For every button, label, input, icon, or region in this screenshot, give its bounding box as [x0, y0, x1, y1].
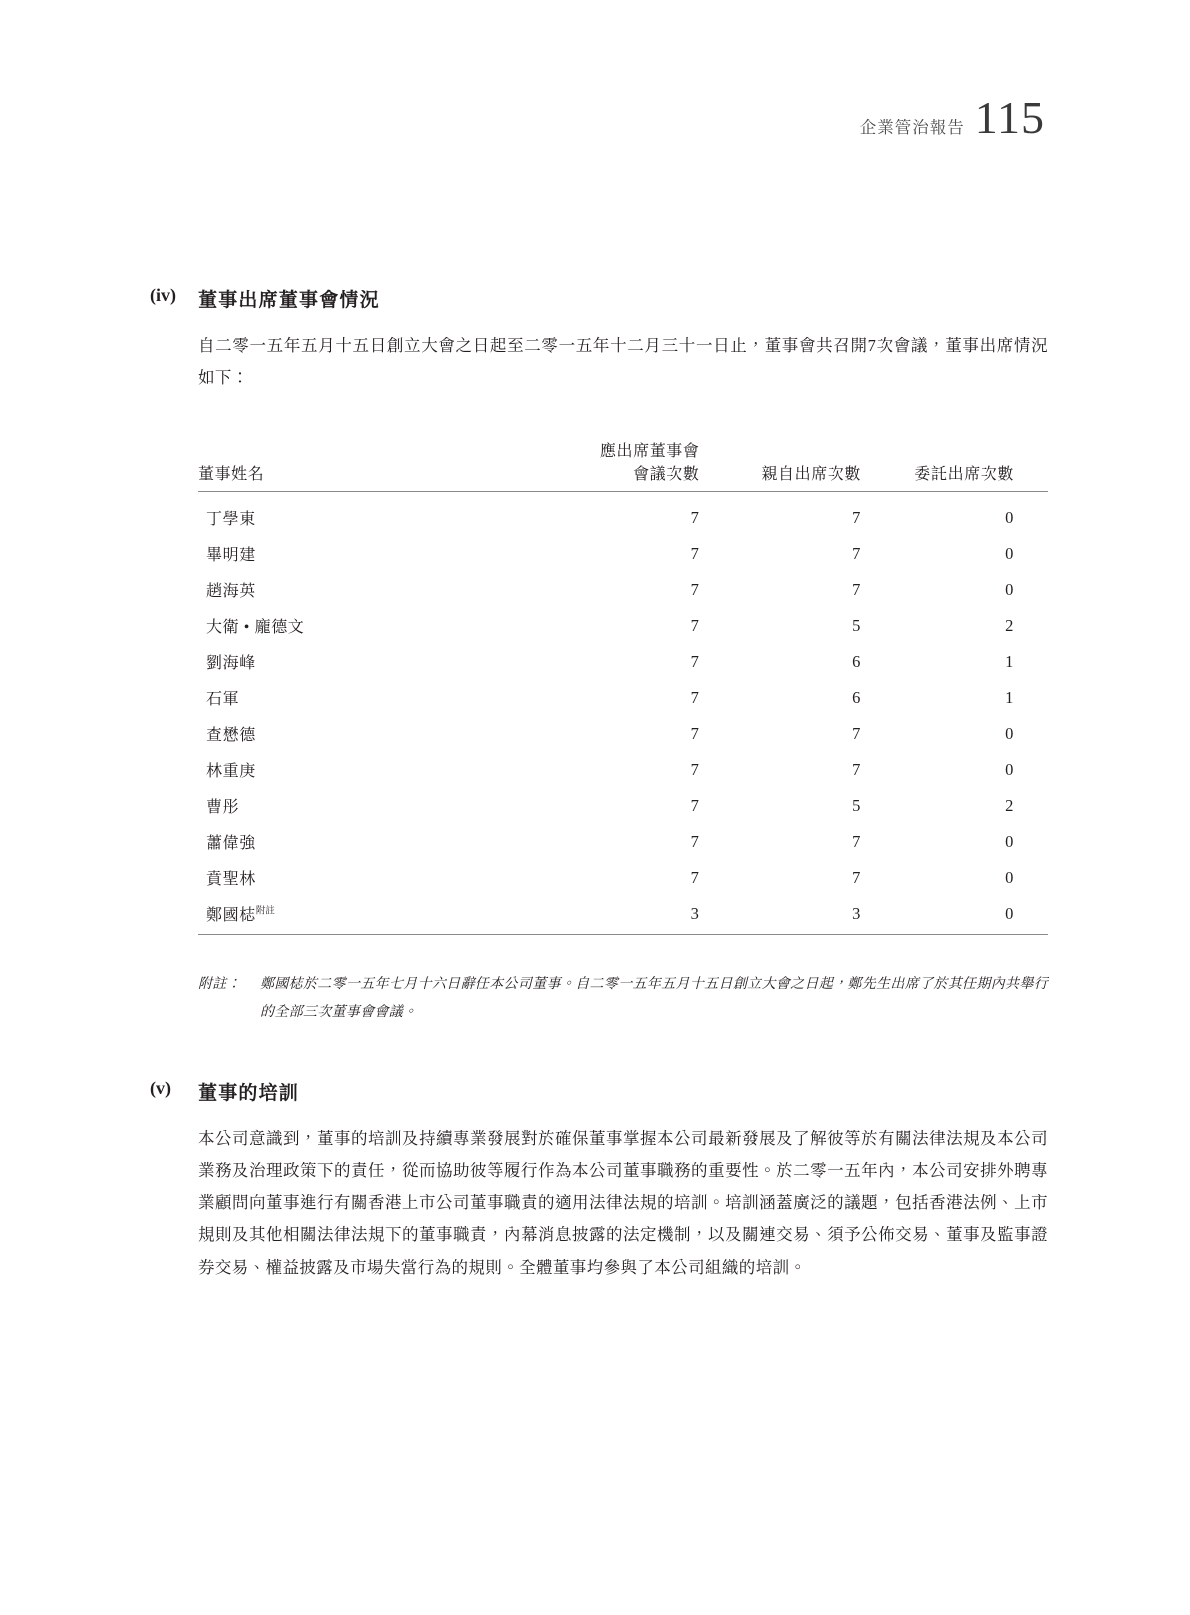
section-v-title: 董事的培訓 — [198, 1082, 300, 1104]
attended-by-proxy: 0 — [1005, 723, 1014, 743]
required-meetings: 7 — [690, 651, 700, 671]
section-v — [150, 1078, 1048, 1284]
table-row — [198, 608, 1048, 644]
director-name-text: 劉海峰 — [206, 655, 256, 673]
attended-by-proxy: 0 — [1005, 543, 1014, 563]
required-meetings: 7 — [690, 795, 700, 815]
page-number: 115 — [974, 92, 1045, 143]
column-header-name — [198, 438, 572, 492]
table-row — [198, 536, 1048, 572]
table-row — [198, 860, 1048, 896]
director-name-text: 賁聖林 — [206, 871, 256, 889]
attended-in-person: 7 — [852, 507, 861, 527]
attended-in-person: 3 — [734, 896, 896, 935]
director-name — [198, 896, 572, 935]
column-header-in-person — [734, 438, 896, 492]
section-v-marker: (v) — [150, 1077, 171, 1098]
table-row — [198, 572, 1048, 608]
table-row — [198, 680, 1048, 716]
column-header-required-line1: 應出席董事會 — [599, 443, 700, 461]
director-name — [198, 824, 572, 860]
attended-in-person: 7 — [852, 579, 861, 599]
table-row — [198, 896, 1048, 935]
attendance-table — [198, 438, 1048, 935]
attended-by-proxy: 0 — [1005, 579, 1014, 599]
director-name — [198, 492, 572, 536]
director-name — [198, 752, 572, 788]
attended-in-person: 5 — [852, 795, 861, 815]
attended-in-person: 7 — [852, 867, 861, 887]
attended-in-person: 7 — [852, 543, 861, 563]
footnote — [198, 971, 1048, 1026]
column-header-in-person-label: 親自出席次數 — [761, 466, 861, 484]
director-name — [198, 572, 572, 608]
director-name-text: 趙海英 — [206, 583, 256, 601]
table-row — [198, 752, 1048, 788]
attendance-table-wrapper — [198, 438, 1048, 935]
column-header-by-proxy — [895, 438, 1048, 492]
footnote-text: 鄭國梽於二零一五年七月十六日辭任本公司董事。自二零一五年五月十五日創立大會之日起，鄭先生出席了於其任期內共舉行的全部三次董事會會議。 — [260, 977, 1048, 1020]
column-header-name-label: 董事姓名 — [198, 466, 265, 484]
director-name-text: 丁學東 — [206, 511, 256, 529]
director-name — [198, 608, 572, 644]
page-header — [859, 92, 1045, 143]
table-row — [198, 492, 1048, 536]
attended-by-proxy: 0 — [1005, 759, 1014, 779]
attended-by-proxy: 1 — [1005, 687, 1014, 707]
required-meetings: 7 — [690, 543, 700, 563]
director-name — [198, 536, 572, 572]
section-iv-marker: (iv) — [150, 285, 176, 305]
attended-in-person: 7 — [852, 723, 861, 743]
attended-by-proxy: 0 — [1005, 831, 1014, 851]
footnote-label: 附註： — [198, 977, 241, 993]
director-name — [198, 860, 572, 896]
required-meetings: 7 — [690, 831, 700, 851]
director-name-text: 蕭偉強 — [206, 835, 256, 853]
director-name — [198, 716, 572, 752]
required-meetings: 7 — [690, 579, 700, 599]
footnote-marker: 附註 — [255, 907, 275, 918]
attended-in-person: 5 — [852, 615, 861, 635]
director-name — [198, 788, 572, 824]
attended-by-proxy: 1 — [1005, 651, 1014, 671]
table-row — [198, 788, 1048, 824]
page-header-label: 企業管治報告 — [859, 118, 965, 137]
director-name-text: 林重庚 — [206, 763, 256, 781]
column-header-required-line2: 會議次數 — [633, 466, 700, 484]
section-iv-title: 董事出席董事會情況 — [198, 290, 380, 311]
required-meetings: 7 — [690, 687, 700, 707]
required-meetings: 7 — [690, 723, 700, 743]
table-header-row — [198, 438, 1048, 492]
required-meetings: 7 — [690, 867, 700, 887]
required-meetings: 7 — [690, 507, 700, 527]
director-name — [198, 644, 572, 680]
table-row — [198, 716, 1048, 752]
table-head — [198, 438, 1048, 492]
director-name-text: 曹彤 — [206, 799, 240, 817]
attended-in-person: 7 — [852, 759, 861, 779]
required-meetings: 3 — [572, 896, 734, 935]
attended-in-person: 7 — [852, 831, 861, 851]
table-row — [198, 824, 1048, 860]
required-meetings: 7 — [690, 615, 700, 635]
director-name-text: 鄭國梽 — [206, 907, 256, 925]
director-name-text: 畢明建 — [206, 547, 256, 565]
attended-by-proxy: 0 — [895, 896, 1048, 935]
section-iv-paragraph: 自二零一五年五月十五日創立大會之日起至二零一五年十二月三十一日止，董事會共召開7次會議，董事出席情況如下： — [198, 336, 1048, 388]
column-header-required — [572, 438, 734, 492]
director-name-text: 石軍 — [206, 691, 240, 709]
attended-by-proxy: 2 — [1005, 795, 1014, 815]
attended-by-proxy: 0 — [1005, 867, 1014, 887]
director-name-text: 查懋德 — [206, 727, 256, 745]
attended-in-person: 6 — [852, 687, 861, 707]
section-iv — [150, 285, 1048, 394]
required-meetings: 7 — [690, 759, 700, 779]
table-body — [198, 492, 1048, 935]
director-name-text: 大衛 • 龐德文 — [206, 619, 305, 637]
page-content — [150, 285, 1048, 1284]
table-row — [198, 644, 1048, 680]
attended-by-proxy: 2 — [1005, 615, 1014, 635]
column-header-by-proxy-label: 委託出席次數 — [914, 466, 1014, 484]
section-v-paragraph: 本公司意識到，董事的培訓及持續專業發展對於確保董事掌握本公司最新發展及了解彼等於有關法律法規及本公司業務及治理政策下的責任，從而協助彼等履行作為本公司董事職務的重要性。於二零一五年內，本公司安排外聘專業顧問向董事進行有關香港上市公司董事職責的適用法律法規的培訓。培訓涵蓋廣泛的議題，包括香港法例、上市規則及其他相關法律法規下的董事職責，內幕消息披露的法定機制，以及關連交易、須予公佈交易、董事及監事證券交易、權益披露及市場失當行為的規則。全體董事均參與了本公司組織的培訓。 — [198, 1128, 1048, 1277]
attended-in-person: 6 — [852, 651, 861, 671]
attended-by-proxy: 0 — [1005, 507, 1014, 527]
director-name — [198, 680, 572, 716]
